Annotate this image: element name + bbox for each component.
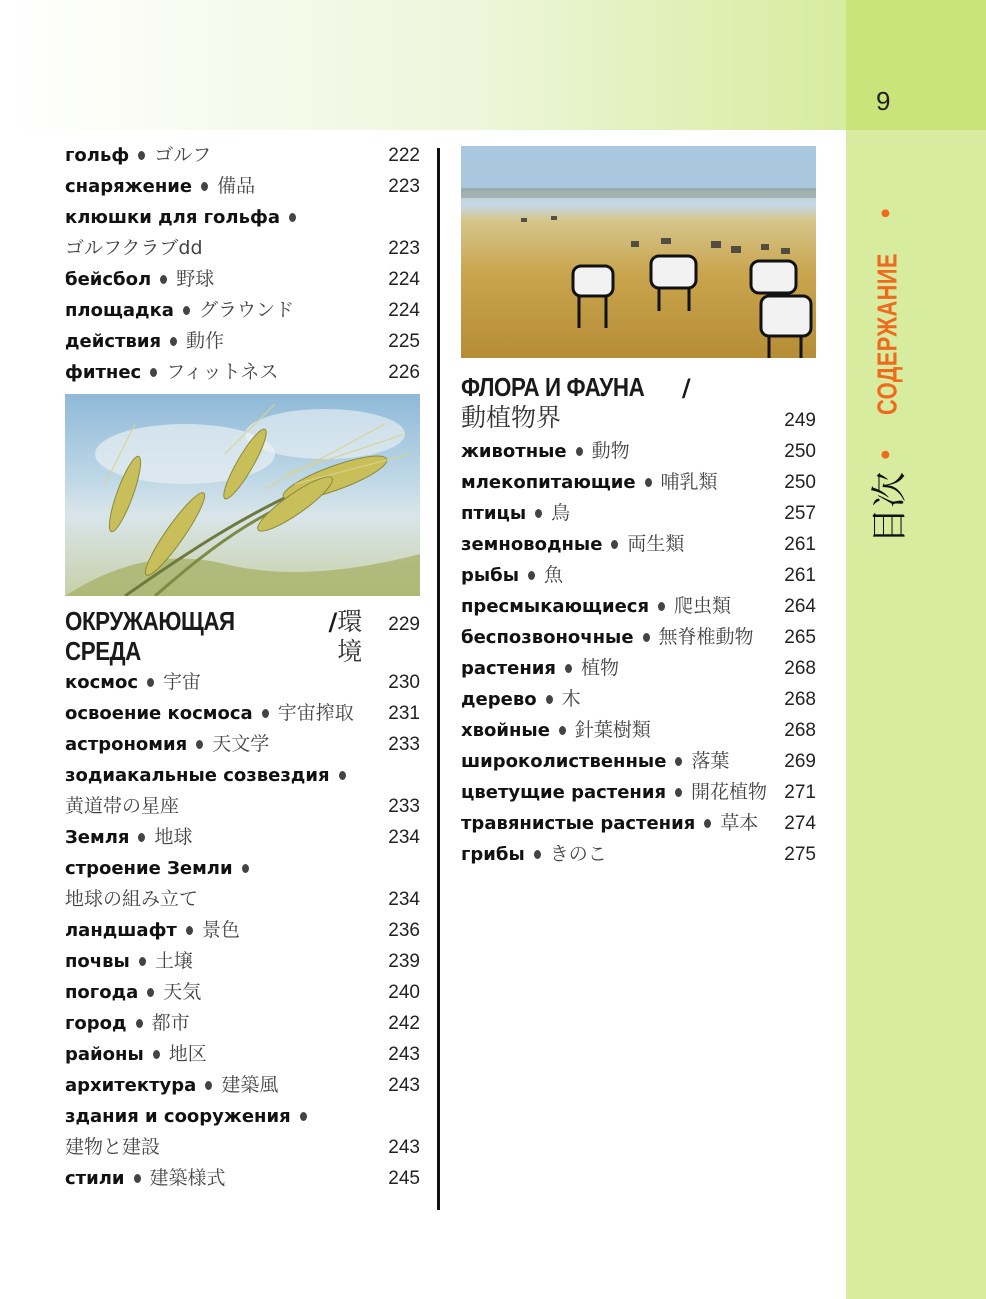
toc-entry [65, 326, 420, 357]
wheat-photo [65, 394, 420, 596]
entry-title-jp: 草本 [720, 812, 759, 834]
wheat-illustration [65, 394, 420, 596]
entry-title-jp: 地区 [168, 1043, 207, 1065]
entry-page: 268 [784, 720, 816, 741]
sidebar-title-ru: СОДЕРЖАНИЕ [871, 253, 902, 415]
entry-title-ru: стили [65, 1168, 125, 1189]
entry-title-ru: архитектура [65, 1075, 197, 1096]
entry-title-jp: 景色 [201, 919, 240, 941]
toc-entry-line [461, 560, 816, 591]
entry-page: 242 [388, 1013, 420, 1034]
toc-entry [461, 777, 816, 808]
entry-title-ru: город [65, 1013, 127, 1034]
entry-title-jp: グラウンド [198, 299, 294, 321]
entry-title-jp: 黄道帯の星座 [65, 795, 180, 817]
entry-title-ru: площадка [65, 300, 174, 321]
toc-entry [461, 591, 816, 622]
toc-entry [65, 1008, 420, 1039]
toc-entry [65, 171, 420, 202]
toc-entry [65, 698, 420, 729]
toc-entry-line [461, 529, 816, 560]
bullet-icon [147, 988, 154, 997]
entry-title-jp: 動作 [186, 330, 225, 352]
column-divider [437, 148, 440, 1210]
savanna-illustration [461, 146, 816, 358]
entry-page: 233 [388, 796, 420, 817]
entry-title-jp: 天気 [163, 981, 202, 1003]
bullet-icon [196, 740, 203, 749]
entry-page: 224 [388, 269, 420, 290]
entry-title-jp: 宇宙搾取 [277, 702, 354, 724]
bullet-icon [658, 602, 665, 611]
toc-entry [65, 1039, 420, 1070]
entry-title-jp: 両生類 [627, 533, 685, 555]
entry-title-jp: 備品 [217, 175, 256, 197]
left-entries-top [65, 140, 420, 388]
zebra-savanna-photo [461, 146, 816, 358]
toc-entry-line [65, 1070, 420, 1101]
header-band [0, 0, 846, 130]
entry-title-ru: беспозвоночные [461, 627, 634, 648]
entry-title-jp: 都市 [151, 1012, 190, 1034]
entry-title-ru: почвы [65, 951, 130, 972]
entry-title-jp: 動物 [591, 440, 630, 462]
entry-page: 223 [388, 238, 420, 259]
bullet-icon [150, 368, 157, 377]
toc-entry-line [65, 1039, 420, 1070]
entry-title-ru: снаряжение [65, 176, 193, 197]
section-page: 229 [388, 614, 420, 635]
section-slash: / [681, 374, 691, 402]
entry-title-jp: 植物 [580, 657, 619, 679]
entry-page: 268 [784, 658, 816, 679]
bullet-icon [645, 478, 652, 487]
toc-entry-line [461, 591, 816, 622]
toc-entry-line [65, 667, 420, 698]
sidebar-title [862, 200, 912, 550]
entry-title-jp: 野球 [176, 268, 215, 290]
toc-entry-line [65, 1163, 420, 1194]
entry-title-jp: フィットネス [166, 361, 279, 383]
bullet-icon [138, 151, 145, 160]
toc-entry-line [65, 357, 420, 388]
toc-entry [65, 264, 420, 295]
toc-entry [461, 560, 816, 591]
entry-page: 261 [784, 565, 816, 586]
section-title-ru: ОКРУЖАЮЩАЯ СРЕДА [65, 606, 235, 666]
entry-title-ru: зодиакальные созвездия [65, 765, 330, 786]
entry-page: 245 [388, 1168, 420, 1189]
toc-entry [461, 498, 816, 529]
entry-title-ru: гольф [65, 145, 130, 166]
right-column [461, 140, 816, 870]
entry-page: 264 [784, 596, 816, 617]
toc-entry [461, 808, 816, 839]
toc-entry [65, 729, 420, 760]
entry-title-jp: ゴルフ [154, 144, 212, 166]
entry-page: 224 [388, 300, 420, 321]
toc-entry-line1 [65, 853, 420, 884]
bullet-icon [534, 850, 541, 859]
left-column [65, 140, 420, 1194]
bullet-icon [242, 864, 249, 873]
entry-page: 230 [388, 672, 420, 693]
sidebar-bullet: • [874, 447, 900, 462]
entry-title-ru: травянистые растения [461, 813, 696, 834]
bullet-icon [201, 182, 208, 191]
entry-title-ru: дерево [461, 689, 537, 710]
entry-page: 250 [784, 441, 816, 462]
toc-entry-line [65, 729, 420, 760]
entry-page: 222 [388, 145, 420, 166]
bullet-icon [528, 571, 535, 580]
toc-entry-line [65, 171, 420, 202]
bullet-icon [611, 540, 618, 549]
section-title-jp: 環境 [337, 607, 363, 666]
bullet-icon [546, 695, 553, 704]
section-environment [65, 606, 420, 667]
toc-entry-line1 [65, 202, 420, 233]
entry-page: 223 [388, 176, 420, 197]
sidebar-title-jp: 目次 [869, 471, 911, 544]
entry-title-ru: фитнес [65, 362, 142, 383]
bullet-icon [153, 1050, 160, 1059]
bullet-icon [643, 633, 650, 642]
left-entries-bottom [65, 667, 420, 1194]
entry-page: 225 [388, 331, 420, 352]
entry-title-ru: действия [65, 331, 162, 352]
toc-entry [65, 1163, 420, 1194]
entry-title-ru: птицы [461, 503, 527, 524]
entry-title-jp: 建築様式 [149, 1167, 226, 1189]
toc-entry-line [461, 467, 816, 498]
toc-entry [65, 946, 420, 977]
entry-title-jp: 哺乳類 [660, 471, 718, 493]
bullet-icon [205, 1081, 212, 1090]
toc-entry-line [65, 946, 420, 977]
entry-page: 269 [784, 751, 816, 772]
entry-title-ru: астрономия [65, 734, 188, 755]
entry-page: 236 [388, 920, 420, 941]
entry-page: 274 [784, 813, 816, 834]
toc-entry-line [65, 977, 420, 1008]
toc-entry-line [461, 436, 816, 467]
bullet-icon [565, 664, 572, 673]
entry-title-ru: широколиственные [461, 751, 667, 772]
entry-title-ru: земноводные [461, 534, 603, 555]
bullet-icon [160, 275, 167, 284]
toc-entry-line [461, 498, 816, 529]
bullet-icon [138, 833, 145, 842]
entry-title-jp: 落葉 [691, 750, 730, 772]
bullet-icon [183, 306, 190, 315]
toc-entry-line [65, 698, 420, 729]
toc-entry-line [461, 808, 816, 839]
toc-entry [65, 760, 420, 822]
bullet-icon [675, 788, 682, 797]
toc-entry [65, 202, 420, 264]
toc-entry [65, 140, 420, 171]
bullet-icon [262, 709, 269, 718]
entry-title-ru: строение Земли [65, 858, 233, 879]
bullet-icon [170, 337, 177, 346]
toc-entry-line2 [65, 884, 420, 915]
bullet-icon [339, 771, 346, 780]
entry-title-jp: 爬虫類 [674, 595, 732, 617]
sidebar-bullet-end: • [874, 206, 900, 221]
entry-title-ru: клюшки для гольфа [65, 207, 280, 228]
toc-entry-line2 [65, 1132, 420, 1163]
toc-entry-line [65, 326, 420, 357]
toc-entry [461, 622, 816, 653]
toc-entry [65, 977, 420, 1008]
bullet-icon [300, 1112, 307, 1121]
entry-title-ru: пресмыкающиеся [461, 596, 649, 617]
entry-title-ru: растения [461, 658, 556, 679]
entry-title-ru: космос [65, 672, 139, 693]
entry-title-ru: погода [65, 982, 139, 1003]
entry-title-jp: 開花植物 [691, 781, 768, 803]
bullet-icon [147, 678, 154, 687]
entry-title-ru: Земля [65, 827, 130, 848]
toc-entry [65, 1070, 420, 1101]
entry-title-jp: 魚 [544, 564, 564, 586]
bullet-icon [186, 926, 193, 935]
toc-entry-line1 [65, 760, 420, 791]
entry-title-ru: цветущие растения [461, 782, 667, 803]
entry-page: 234 [388, 827, 420, 848]
bullet-icon [139, 957, 146, 966]
toc-entry-line [65, 264, 420, 295]
entry-page: 261 [784, 534, 816, 555]
entry-title-ru: бейсбол [65, 269, 152, 290]
entry-title-jp: 針葉樹類 [574, 719, 651, 741]
sidebar-cap [846, 0, 986, 130]
entry-title-ru: здания и сооружения [65, 1106, 291, 1127]
toc-entry-line [65, 822, 420, 853]
bullet-icon [134, 1174, 141, 1183]
entry-title-ru: млекопитающие [461, 472, 636, 493]
toc-entry-line [461, 653, 816, 684]
entry-page: 250 [784, 472, 816, 493]
entry-title-jp: 木 [561, 688, 581, 710]
entry-page: 240 [388, 982, 420, 1003]
entry-page: 243 [388, 1044, 420, 1065]
toc-entry-line [461, 715, 816, 746]
entry-title-jp: 宇宙 [163, 671, 202, 693]
entry-title-ru: животные [461, 441, 567, 462]
toc-entry [461, 684, 816, 715]
bullet-icon [675, 757, 682, 766]
entry-title-jp: 建築風 [221, 1074, 279, 1096]
entry-title-ru: районы [65, 1044, 144, 1065]
section-flora-fauna [461, 372, 816, 436]
entry-page: 265 [784, 627, 816, 648]
section-slash: / [328, 608, 338, 636]
bullet-icon [704, 819, 711, 828]
toc-entry [65, 915, 420, 946]
bullet-icon [289, 213, 296, 222]
entry-title-jp: 無脊椎動物 [658, 626, 754, 648]
toc-entry-line [65, 915, 420, 946]
sidebar [846, 0, 986, 1299]
toc-entry-line [65, 1008, 420, 1039]
entry-page: 233 [388, 734, 420, 755]
toc-entry-line [65, 140, 420, 171]
toc-entry [461, 715, 816, 746]
toc-entry-line2 [65, 233, 420, 264]
entry-page: 268 [784, 689, 816, 710]
entry-title-ru: освоение космоса [65, 703, 253, 724]
entry-page: 243 [388, 1075, 420, 1096]
entry-title-jp: 天文学 [212, 733, 270, 755]
entry-title-jp: 鳥 [551, 502, 571, 524]
toc-entry [461, 746, 816, 777]
right-entries [461, 436, 816, 870]
section-page: 249 [784, 410, 816, 431]
toc-entry-line2 [65, 791, 420, 822]
section-title-ru: ФЛОРА И ФАУНА [461, 372, 645, 402]
entry-title-jp: 地球の組み立て [65, 888, 199, 910]
toc-entry-line [461, 839, 816, 870]
toc-entry [461, 653, 816, 684]
entry-title-ru: грибы [461, 844, 525, 865]
entry-title-jp: ゴルフクラブdd [65, 237, 203, 259]
toc-entry [65, 667, 420, 698]
section-title-jp: 動植物界 [461, 403, 562, 432]
entry-page: 231 [388, 703, 420, 724]
entry-page: 275 [784, 844, 816, 865]
page-number: 9 [876, 86, 891, 116]
entry-title-jp: 地球 [154, 826, 193, 848]
toc-entry [461, 529, 816, 560]
toc-entry-line [461, 684, 816, 715]
toc-entry [65, 853, 420, 915]
entry-page: 234 [388, 889, 420, 910]
toc-entry [461, 467, 816, 498]
entry-title-ru: ландшафт [65, 920, 177, 941]
toc-entry-line [65, 295, 420, 326]
entry-title-ru: рыбы [461, 565, 520, 586]
entry-title-jp: きのこ [549, 843, 607, 865]
toc-entry [461, 839, 816, 870]
entry-page: 243 [388, 1137, 420, 1158]
bullet-icon [535, 509, 542, 518]
entry-title-jp: 土壌 [154, 950, 193, 972]
toc-entry-line [461, 746, 816, 777]
toc-entry [65, 357, 420, 388]
bullet-icon [576, 447, 583, 456]
entry-page: 226 [388, 362, 420, 383]
entry-page: 239 [388, 951, 420, 972]
entry-page: 257 [784, 503, 816, 524]
entry-page: 271 [784, 782, 816, 803]
entry-title-ru: хвойные [461, 720, 550, 741]
toc-entry-line [461, 622, 816, 653]
toc-entry [461, 436, 816, 467]
toc-entry [65, 295, 420, 326]
toc-entry [65, 1101, 420, 1163]
entry-title-jp: 建物と建設 [65, 1136, 161, 1158]
bullet-icon [136, 1019, 143, 1028]
toc-entry [65, 822, 420, 853]
bullet-icon [559, 726, 566, 735]
toc-entry-line1 [65, 1101, 420, 1132]
toc-entry-line [461, 777, 816, 808]
